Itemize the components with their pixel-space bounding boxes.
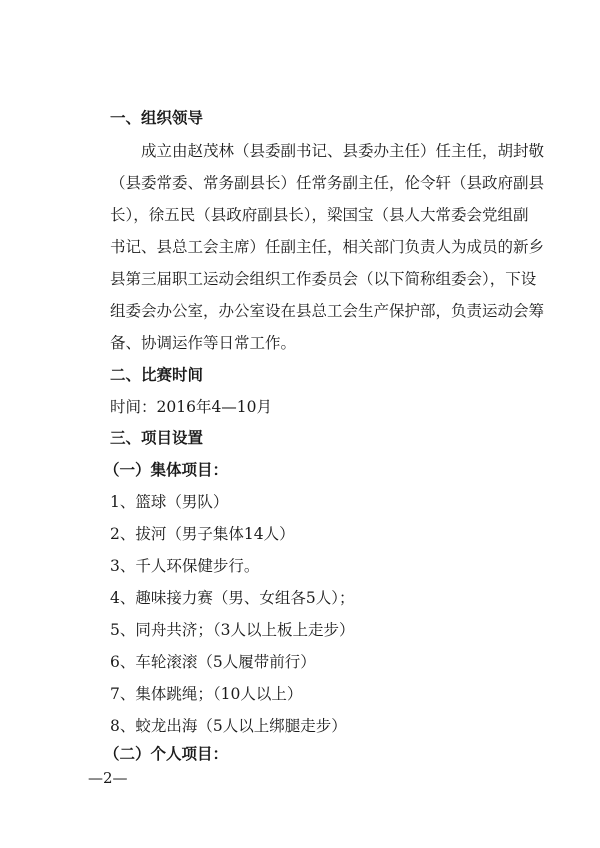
page-number: —2— [88,769,128,787]
paragraph-line: 备、协调运作等日常工作。 [110,334,297,352]
list-item: 5、同舟共济；（3人以上板上走步） [110,621,355,639]
paragraph-line: （县委常委、常务副县长）任常务副主任，伦令轩（县政府副县 [110,174,545,192]
list-item: 2、拔河（男子集体14人） [110,525,295,543]
list-item: 6、车轮滚滚（5人履带前行） [110,653,316,671]
section-heading-events: 三、项目设置 [110,429,204,447]
section-heading-organization: 一、组织领导 [110,109,204,127]
list-item: 1、篮球（男队） [110,493,229,511]
competition-time: 时间：2016年4—10月 [110,398,273,416]
paragraph-line: 长），徐五民（县政府副县长），梁国宝（县人大常委会党组副 [110,206,529,224]
list-item: 3、千人环保健步行。 [110,557,260,575]
list-item: 4、趣味接力赛（男、女组各5人）； [110,589,355,607]
list-item: 8、蛟龙出海（5人以上绑腿走步） [110,717,347,735]
list-item: 7、集体跳绳；（10人以上） [110,685,303,703]
individual-events-heading: （二）个人项目： [104,745,229,763]
paragraph-line: 书记、县总工会主席）任副主任，相关部门负责人为成员的新乡 [110,238,545,256]
paragraph-line: 成立由赵茂林（县委副书记、县委办主任）任主任，胡封敬 [141,142,545,160]
paragraph-line: 县第三届职工运动会组织工作委员会（以下简称组委会），下设 [110,270,537,288]
group-events-heading: （一）集体项目： [104,461,229,479]
section-heading-time: 二、比赛时间 [110,366,204,384]
paragraph-line: 组委会办公室，办公室设在县总工会生产保护部，负责运动会筹 [110,302,545,320]
